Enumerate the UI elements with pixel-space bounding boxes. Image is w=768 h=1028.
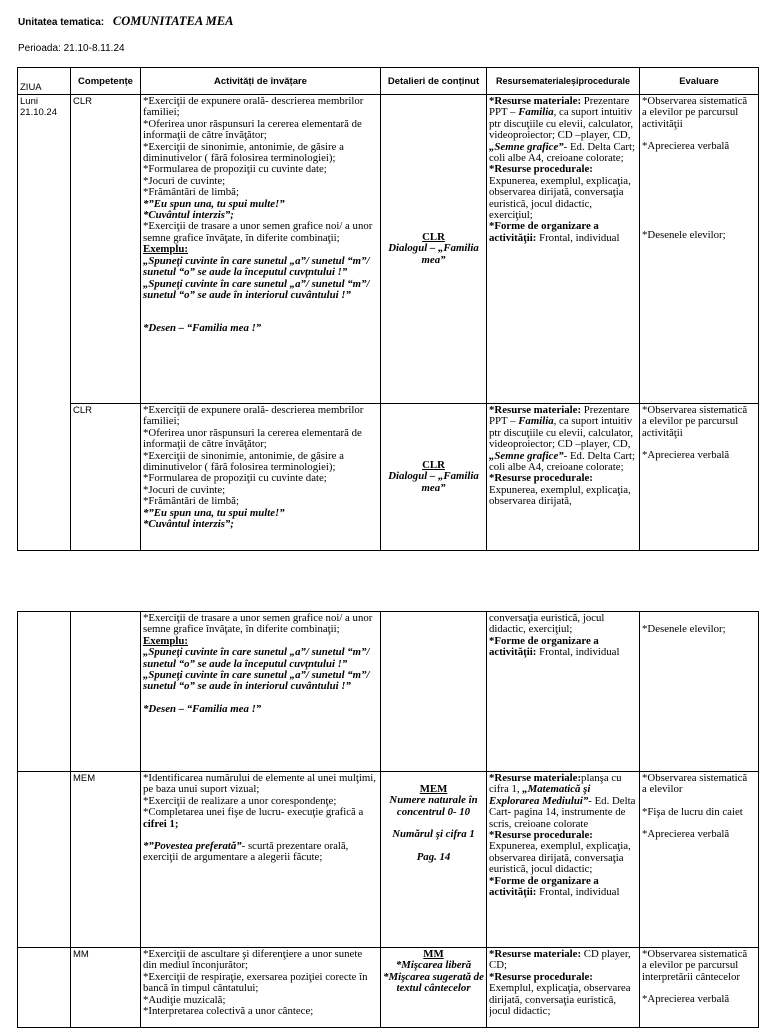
activity-line: *Exerciţii de expunere orală- descrierea membrilor familiei; <box>143 405 364 428</box>
day-cell-empty <box>18 948 71 1028</box>
theme-label: Unitatea tematica: <box>18 17 105 28</box>
day-cell-empty <box>18 772 71 948</box>
activities-cell <box>141 772 381 948</box>
day-cell <box>18 95 71 551</box>
eval-line: a elevilor pe parcursul activităţii <box>642 415 739 439</box>
eval-line: *Aprecierea verbală <box>642 828 730 841</box>
details-subtitle: Dialogul – „Familia mea” <box>388 470 479 494</box>
resources-materials: *Resurse materiale: Prezentare PPT – Familia, ca suport intuitiv ptr discuţiile cu elevii, calculator, videoproiector; CD –player, CD, „Semne grafice”- Ed. Delta Cart; coli albe A4, creioane colorate; <box>489 405 636 474</box>
evaluation-cell <box>640 95 759 404</box>
eval-line: a elevilor pe parcursul interpretării cântecelor <box>642 959 741 983</box>
lesson-plan-table-page1 <box>17 67 759 551</box>
example-label: Exemplu: <box>143 634 188 647</box>
competency-cell: CLR <box>71 404 141 551</box>
resources-procedures: *Resurse procedurale: Expunerea, exemplul, explicaţia, observarea dirijată, conversaţia euristică, jocul didactic, exerciţiul; <box>489 163 631 222</box>
table-row-clr-2 <box>18 404 759 551</box>
details-cell <box>381 404 487 551</box>
theme-value: COMUNITATEA MEA <box>112 14 234 28</box>
theme-line <box>18 14 233 29</box>
game-line: *”Eu spun una, tu spui multe!” <box>143 197 285 210</box>
example-label: Exemplu: <box>143 243 188 256</box>
activities-cell <box>141 95 381 404</box>
resources-cell <box>487 612 640 772</box>
header-day: ZIUA <box>18 68 71 95</box>
competency-cell-empty <box>71 612 141 772</box>
details-subtitle: Dialogul – „Familia mea” <box>388 242 479 266</box>
trace-line: *Exerciţii de trasare a unor semen grafice noi/ a unor semne grafice învăţate, în diferite combinaţii; <box>143 612 373 636</box>
activities-cell <box>141 612 381 772</box>
details-page: Pag. 14 <box>416 850 451 863</box>
example-line: „Spuneţi cuvinte în care sunetul „a”/ sunetul “m”/ sunetul “o” se aude la începutul cuvţntului !” <box>143 254 370 279</box>
details-title: MM <box>423 948 444 960</box>
table-row-clr-2-continued <box>18 612 759 772</box>
eval-line: *Desenele elevilor; <box>642 228 726 241</box>
activity-line: *Exerciţii de realizare a unor corespondenţe; <box>143 794 337 807</box>
lesson-plan-table-page2 <box>17 611 759 1028</box>
header-competencies: Competențe <box>71 68 141 95</box>
evaluation-cell <box>640 772 759 948</box>
day-cell-empty <box>18 612 71 772</box>
table-row-mem <box>18 772 759 948</box>
activity-line: *Frământări de limbă; <box>143 495 239 508</box>
resources-cell <box>487 948 640 1028</box>
resources-procedures-cont: conversaţia euristică, jocul didactic, exerciţiul; <box>489 612 605 636</box>
eval-line: *Desenele elevilor; <box>642 623 726 635</box>
eval-line: *Observarea sistematică <box>642 772 748 784</box>
header-resources: Resursematerialeșiprocedurale <box>487 68 640 95</box>
table-row-mm <box>18 948 759 1028</box>
eval-line: *Aprecierea verbală <box>642 449 730 462</box>
competency-cell: CLR <box>71 95 141 404</box>
resources-materials: *Resurse materiale: CD player, CD; <box>489 949 631 972</box>
eval-line: *Observarea sistematică <box>642 404 748 416</box>
game-line: *Cuvântul interzis”; <box>143 518 234 531</box>
resources-materials: *Resurse materiale: Prezentare PPT – Familia, ca suport intuitiv ptr discuţiile cu elevii, calculator, videoproiector; CD –player, CD, „Semne grafice”- Ed. Delta Cart; coli albe A4, creioane colorate; <box>489 95 636 165</box>
activity-line: *Formularea de propoziţii cu cuvinte date; <box>143 163 327 176</box>
details-title: CLR <box>422 458 445 471</box>
header-activities: Activități de învățare <box>141 68 381 95</box>
activity-line: *Jocuri de cuvinte; <box>143 483 226 496</box>
table-row-clr-1 <box>18 95 759 404</box>
resources-organization: *Forme de organizare a activităţii: Frontal, individual <box>489 220 620 244</box>
details-cell-empty <box>381 612 487 772</box>
activity-line: *Jocuri de cuvinte; <box>143 174 226 187</box>
activity-line: *Audiţie muzicală; <box>143 993 226 1006</box>
activity-line: *Exerciţii de expunere orală- descrierea membrilor familiei; <box>143 95 364 119</box>
day-date: 21.10.24 <box>20 107 57 118</box>
eval-line: a elevilor <box>642 783 683 796</box>
activity-line: *Oferirea unor răspunsuri la cererea elementară de informaţii de către învăţător; <box>143 117 362 142</box>
drawing-line: *Desen – “Familia mea !” <box>143 322 262 335</box>
activity-line: *”Povestea preferată”- scurtă prezentare orală, exerciţii de argumentare a alegerii făcute; <box>143 840 349 864</box>
details-subtitle: Numere naturale în concentrul 0- 10 <box>389 794 478 818</box>
trace-line: *Exerciţii de trasare a unor semen grafice noi/ a unor semne grafice învăţate, în diferite combinaţii; <box>143 220 373 244</box>
resources-cell <box>487 772 640 948</box>
resources-cell <box>487 95 640 404</box>
details-subtitle-2: Numărul şi cifra 1 <box>392 828 475 841</box>
details-title: CLR <box>422 230 445 243</box>
header-evaluation: Evaluare <box>640 68 759 95</box>
details-title: MEM <box>419 783 448 795</box>
activities-cell <box>141 404 381 551</box>
competency-cell: MEM <box>71 772 141 948</box>
game-line: *”Eu spun una, tu spui multe!” <box>143 506 285 519</box>
evaluation-cell <box>640 948 759 1028</box>
resources-procedures: *Resurse procedurale: Expunerea, exemplul, explicaţia, observarea dirijată, conversaţia euristică, jocul didactic; <box>489 829 631 876</box>
activity-line: *Exerciţii de sinonimie, antonimie, de găsire a diminutivelor ( fără folosirea terminologiei); <box>143 140 344 165</box>
activity-line: *Identificarea numărului de elemente al unei mulţimi, pe baza unui suport vizual; <box>143 772 376 796</box>
eval-line: *Aprecierea verbală <box>642 993 730 1006</box>
activity-line: *Exerciţii de sinonimie, antonimie, de găsire a diminutivelor ( fără folosirea terminologiei); <box>143 449 344 474</box>
evaluation-cell <box>640 404 759 551</box>
drawing-line: *Desen – “Familia mea !” <box>143 702 262 715</box>
example-line: „Spuneţi cuvinte în care sunetul „a”/ sunetul “m”/ sunetul “o” se aude în interiorul cuvântului !” <box>143 277 370 301</box>
competency-cell: MM <box>71 948 141 1028</box>
activity-line: *Completarea unei fişe de lucru- execuţie grafică a cifrei 1; <box>143 806 364 830</box>
activity-line: *Formularea de propoziţii cu cuvinte date; <box>143 472 327 485</box>
eval-line: *Fişa de lucru din caiet <box>642 805 743 818</box>
day-name: Luni <box>20 96 38 107</box>
resources-procedures: *Resurse procedurale: Expunerea, exemplul, explicaţia, observarea dirijată, <box>489 472 631 508</box>
example-line: „Spuneţi cuvinte în care sunetul „a”/ sunetul “m”/ sunetul “o” se aude la începutul cuvţntului !” <box>143 646 370 670</box>
resources-materials: *Resurse materiale:planşa cu cifra 1, „Matematică şi Explorarea Mediului”- Ed. Delta Cart- pagina 14, instrumente de scris, creioane colorate <box>489 772 636 830</box>
game-line: *Cuvântul interzis”; <box>143 209 234 222</box>
resources-cell <box>487 404 640 551</box>
activity-line: *Exerciţii de ascultare şi diferenţiere a unor sunete din mediul înconjurător; <box>143 949 363 972</box>
example-line: „Spuneţi cuvinte în care sunetul „a”/ sunetul “m”/ sunetul “o” se aude în interiorul cuvântului !” <box>143 669 370 693</box>
header-details: Detalieri de conținut <box>381 68 487 95</box>
period: Perioada: 21.10-8.11.24 <box>18 43 125 54</box>
details-subtitle: *Mişcarea liberă <box>395 959 472 972</box>
details-cell <box>381 772 487 948</box>
details-subtitle-2: *Mişcarea sugerată de textul cântecelor <box>383 970 484 995</box>
eval-line: *Observarea sistematică <box>642 949 748 960</box>
details-cell <box>381 948 487 1028</box>
eval-line: a elevilor pe parcursul activităţii <box>642 106 739 130</box>
resources-organization: *Forme de organizare a activităţii: Frontal, individual <box>489 874 620 899</box>
activities-cell <box>141 948 381 1028</box>
details-cell <box>381 95 487 404</box>
activity-line: *Interpretarea colectivă a unor cântece; <box>143 1005 314 1018</box>
activity-line: *Frământări de limbă; <box>143 186 239 199</box>
eval-line: *Aprecierea verbală <box>642 140 730 153</box>
table-header-row <box>18 68 759 95</box>
evaluation-cell <box>640 612 759 772</box>
activity-line: *Oferirea unor răspunsuri la cererea elementară de informaţii de către învăţător; <box>143 426 362 451</box>
eval-line: *Observarea sistematică <box>642 95 748 107</box>
activity-line: *Exerciţii de respiraţie, exersarea poziţiei corecte în bancă în timpul cântatului; <box>143 970 368 995</box>
resources-procedures: *Resurse procedurale: Exemplul, explicaţia, observarea dirijată, conversaţia euristică, jocul didactic; <box>489 970 631 1018</box>
resources-organization: *Forme de organizare a activităţii: Frontal, individual <box>489 634 620 659</box>
